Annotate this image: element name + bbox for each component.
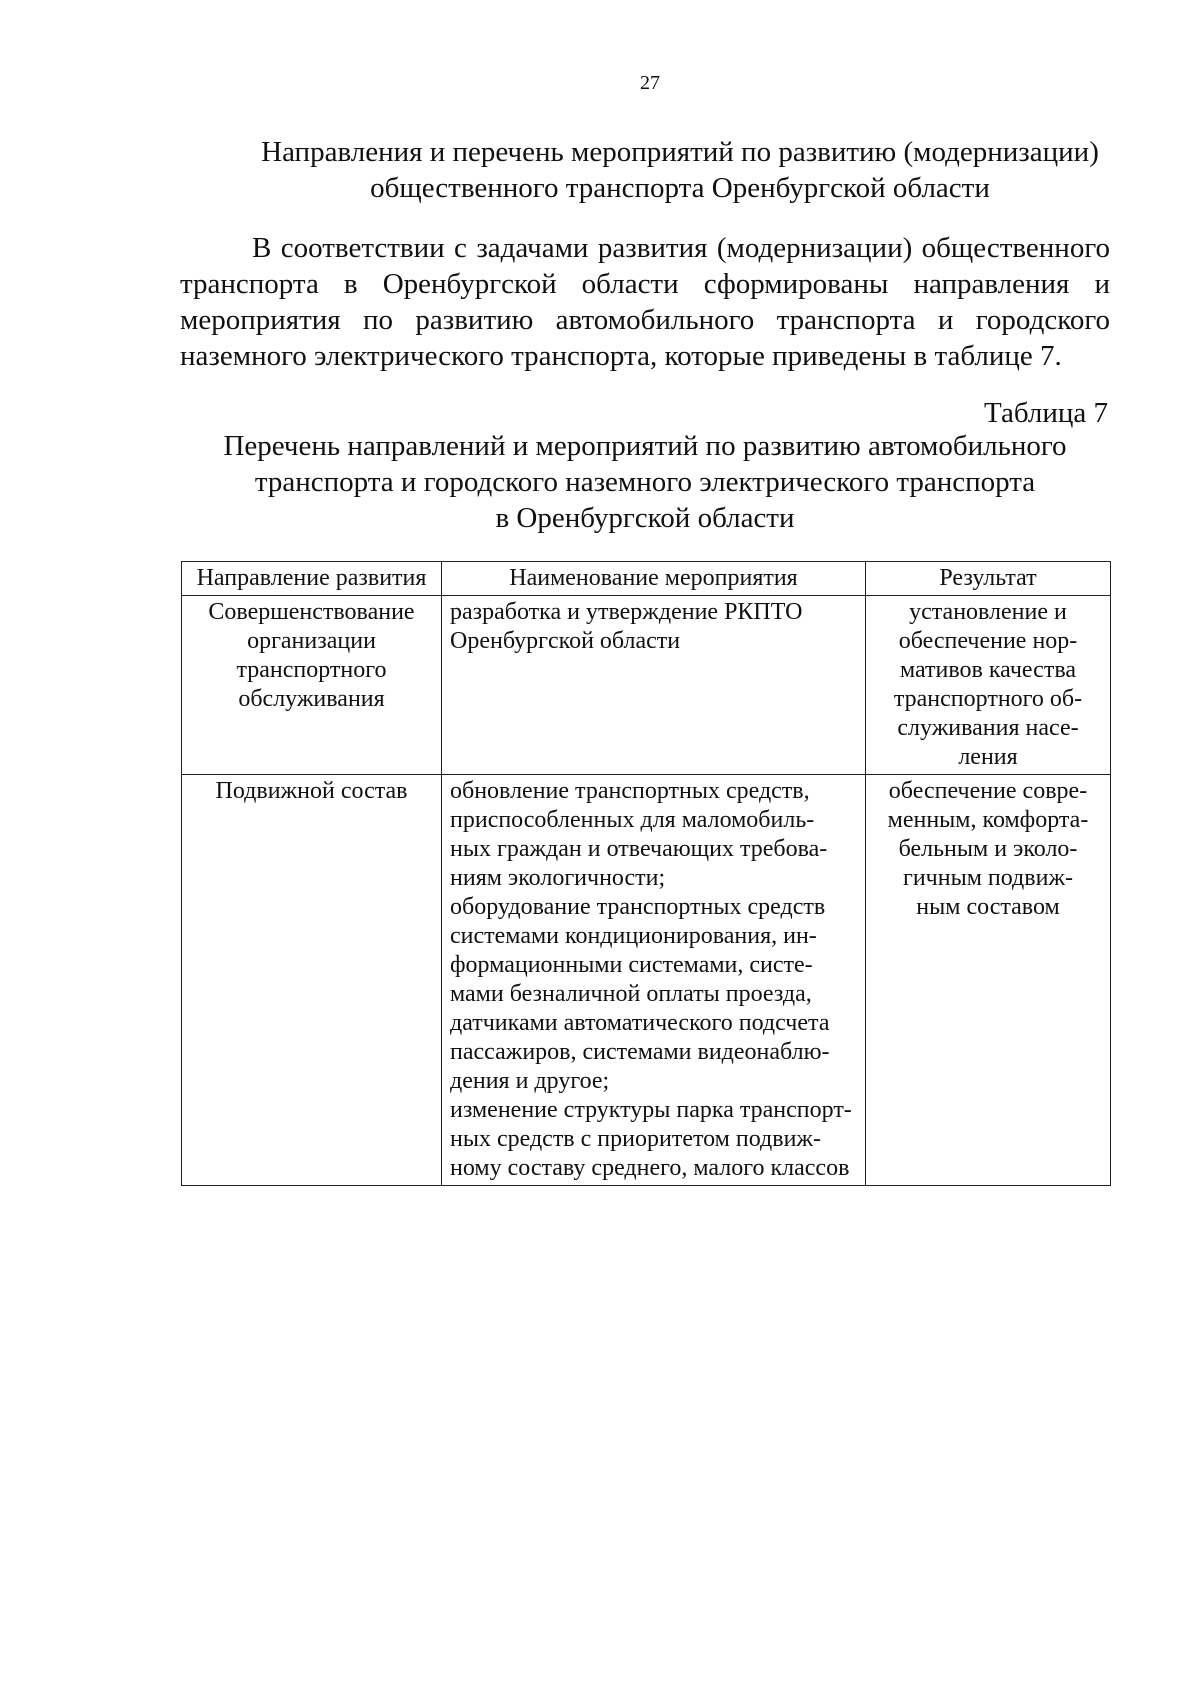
intro-paragraph-block <box>180 230 1110 374</box>
table-title-line: Перечень направлений и мероприятий по развитию автомобильного <box>223 430 1067 462</box>
section-heading-line: Направления и перечень мероприятий по развитию (модернизации) <box>261 136 1099 168</box>
cell-line: организации <box>247 628 376 654</box>
cell-measure <box>442 596 866 775</box>
cell-line: Оренбургской области <box>450 628 681 654</box>
cell-line: обновление транспортных средств, <box>450 778 810 804</box>
table-row <box>182 775 1111 1186</box>
table-title-line: транспорта и городского наземного электрического транспорта <box>254 466 1036 498</box>
table-title-line: в Оренбургской области <box>495 502 795 534</box>
cell-line: мами безналичной оплаты проезда, <box>450 981 812 1007</box>
cell-direction <box>182 775 442 1186</box>
cell-line: транспортного <box>236 657 387 683</box>
cell-measure <box>442 775 866 1186</box>
cell-line: гичным подвиж- <box>902 865 1074 891</box>
cell-line: разработка и утверждение РКПТО <box>450 599 803 625</box>
cell-line: бельным и эколо- <box>898 836 1078 862</box>
page-number: 27 <box>640 72 660 94</box>
header-measure: Наименование мероприятия <box>442 562 866 596</box>
cell-line: ниям экологичности; <box>450 865 666 891</box>
header-direction: Направление развития <box>182 562 442 596</box>
cell-line: ления <box>958 744 1018 770</box>
cell-line: датчиками автоматического подсчета <box>450 1010 830 1036</box>
intro-paragraph: В соответствии с задачами развития (модернизации) общественного транспорта в Оренбургской области сформированы направления и мероприятия по развитию автомобильного транспорта и городского наземного электрического транспорта, которые приведены в таблице 7. <box>180 232 1110 372</box>
cell-line: приспособленных для маломобиль- <box>450 807 815 833</box>
header-result: Результат <box>866 562 1111 596</box>
cell-line: установление и <box>909 599 1067 625</box>
cell-direction <box>182 596 442 775</box>
cell-result <box>866 775 1111 1186</box>
cell-result <box>866 596 1111 775</box>
cell-line: формационными системами, систе- <box>450 952 813 978</box>
section-heading <box>230 134 1130 206</box>
cell-line: обеспечение нор- <box>898 628 1078 654</box>
cell-line: мативов качества <box>899 657 1076 683</box>
cell-line: дения и другое; <box>450 1068 610 1094</box>
cell-line: менным, комфорта- <box>887 807 1089 833</box>
measures-table <box>181 561 1111 1186</box>
table-title <box>180 428 1110 536</box>
cell-line: системами кондиционирования, ин- <box>450 923 817 949</box>
table-row <box>182 596 1111 775</box>
cell-line: транспортного об- <box>893 686 1083 712</box>
cell-line: оборудование транспортных средств <box>450 894 826 920</box>
cell-line: ному составу среднего, малого классов <box>450 1155 850 1181</box>
cell-line: Подвижной состав <box>215 778 408 804</box>
cell-line: изменение структуры парка транспорт- <box>450 1097 852 1123</box>
cell-line: обеспечение совре- <box>888 778 1088 804</box>
cell-line: ных граждан и отвечающих требова- <box>450 836 828 862</box>
cell-line: пассажиров, системами видеонаблю- <box>450 1039 830 1065</box>
cell-line: служивания насе- <box>897 715 1079 741</box>
cell-line: ным составом <box>916 894 1060 920</box>
cell-line: Совершенствование <box>208 599 415 625</box>
section-heading-line: общественного транспорта Оренбургской области <box>370 172 990 204</box>
table-label: Таблица 7 <box>983 397 1108 429</box>
table-header-row <box>182 562 1111 596</box>
cell-line: ных средств с приоритетом подвиж- <box>450 1126 821 1152</box>
cell-line: обслуживания <box>238 686 385 712</box>
